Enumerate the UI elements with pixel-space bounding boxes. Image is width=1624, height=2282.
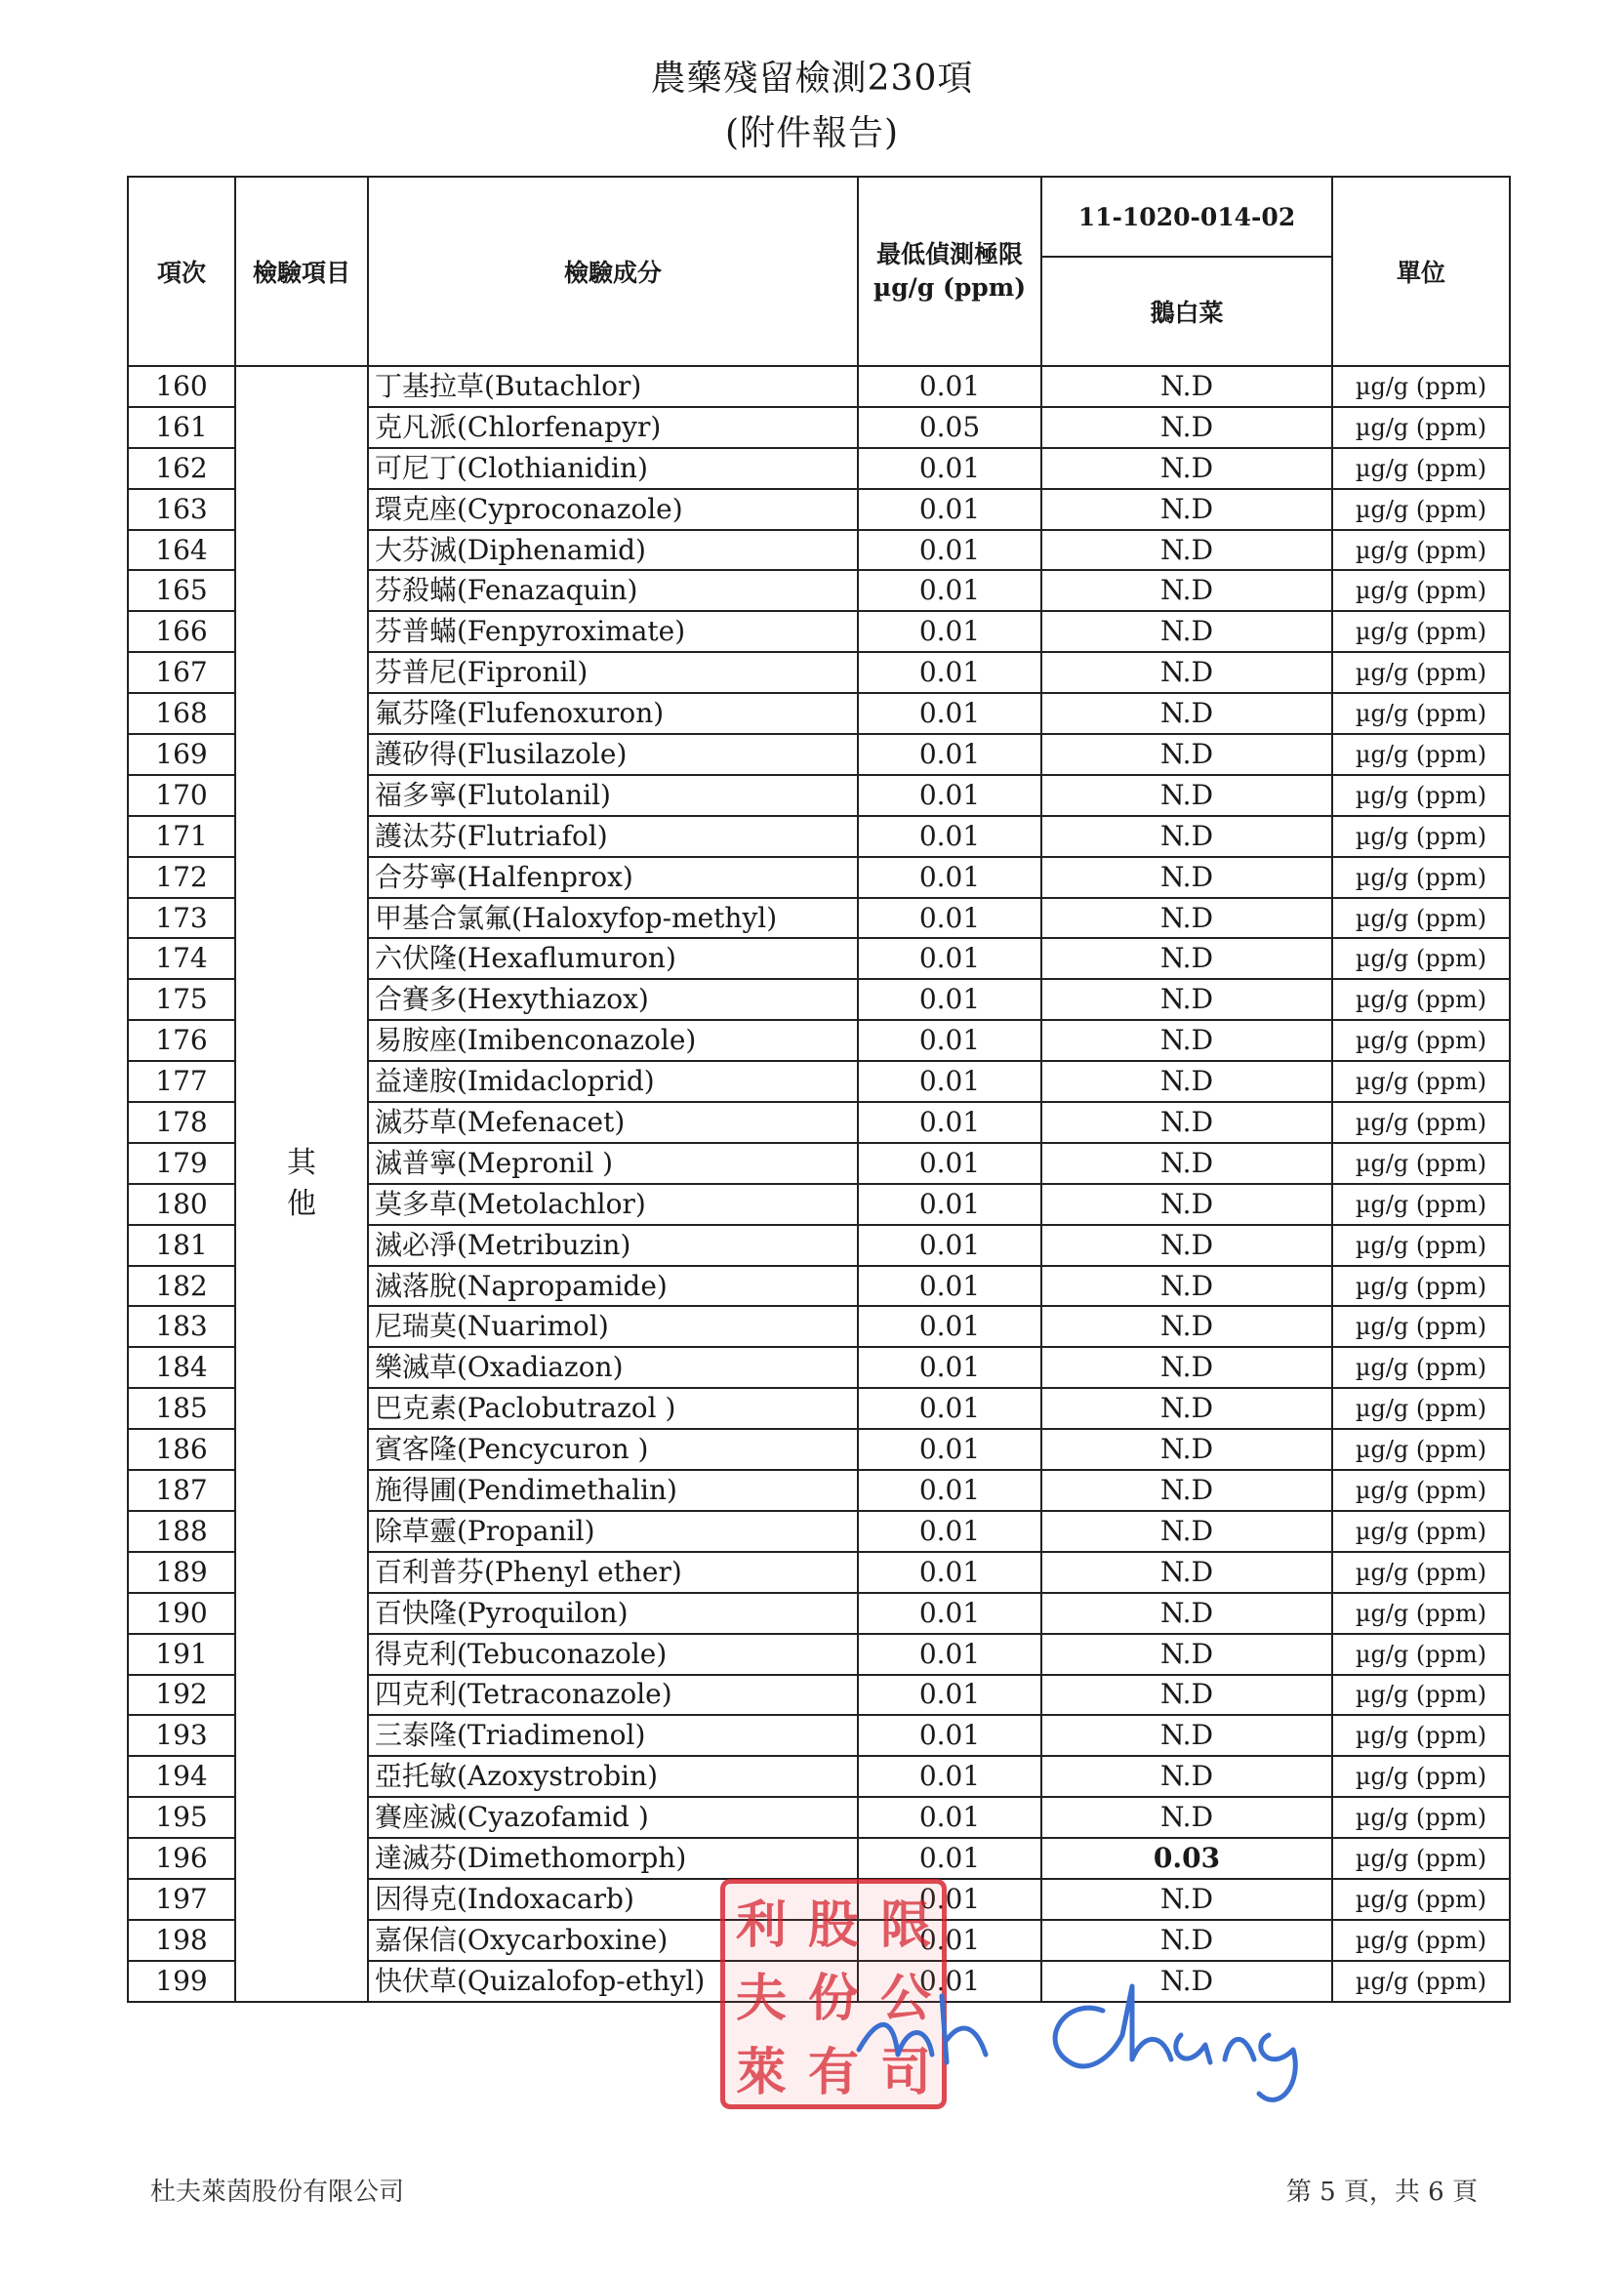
test-result: N.D (1041, 1266, 1332, 1307)
detection-limit: 0.01 (858, 1429, 1041, 1470)
detection-limit: 0.01 (858, 1184, 1041, 1225)
detection-limit: 0.01 (858, 857, 1041, 898)
detection-limit: 0.01 (858, 1715, 1041, 1756)
row-number: 170 (128, 775, 235, 816)
unit: µg/g (ppm) (1332, 1102, 1510, 1143)
unit: µg/g (ppm) (1332, 1061, 1510, 1102)
test-result: N.D (1041, 1920, 1332, 1961)
component-name: 嘉保信(Oxycarboxine) (368, 1920, 858, 1961)
unit: µg/g (ppm) (1332, 570, 1510, 611)
detection-limit: 0.01 (858, 1838, 1041, 1879)
seal-character: 份 (807, 1969, 859, 2029)
seal-character: 夫 (735, 1969, 787, 2029)
unit: µg/g (ppm) (1332, 734, 1510, 775)
unit: µg/g (ppm) (1332, 898, 1510, 939)
row-number: 194 (128, 1756, 235, 1797)
unit: µg/g (ppm) (1332, 1920, 1510, 1961)
header-lod-label: 最低偵測極限 (875, 240, 1023, 268)
detection-limit: 0.01 (858, 775, 1041, 816)
component-name: 得克利(Tebuconazole) (368, 1634, 858, 1675)
detection-limit: 0.01 (858, 693, 1041, 734)
unit: µg/g (ppm) (1332, 1675, 1510, 1716)
component-name: 三泰隆(Triadimenol) (368, 1715, 858, 1756)
test-result: N.D (1041, 898, 1332, 939)
detection-limit: 0.05 (858, 407, 1041, 448)
component-name: 六伏隆(Hexaflumuron) (368, 938, 858, 979)
test-result: N.D (1041, 775, 1332, 816)
unit: µg/g (ppm) (1332, 857, 1510, 898)
detection-limit: 0.01 (858, 1102, 1041, 1143)
detection-limit: 0.01 (858, 1675, 1041, 1716)
component-name: 亞托敏(Azoxystrobin) (368, 1756, 858, 1797)
component-name: 施得圃(Pendimethalin) (368, 1470, 858, 1511)
component-name: 因得克(Indoxacarb) (368, 1879, 858, 1920)
footer-company: 杜夫萊茵股份有限公司 (150, 2178, 405, 2207)
test-result: N.D (1041, 652, 1332, 693)
results-table (127, 176, 1511, 2003)
test-result: N.D (1041, 1797, 1332, 1838)
row-number: 195 (128, 1797, 235, 1838)
test-result: N.D (1041, 1020, 1332, 1061)
component-name: 滅普寧(Mepronil ) (368, 1143, 858, 1184)
test-result: N.D (1041, 611, 1332, 652)
row-number: 182 (128, 1266, 235, 1307)
row-number: 161 (128, 407, 235, 448)
header-sample-id: 11-1020-014-02 (1041, 177, 1332, 257)
unit: µg/g (ppm) (1332, 1756, 1510, 1797)
header-category: 檢驗項目 (235, 177, 368, 366)
test-result: N.D (1041, 1879, 1332, 1920)
unit: µg/g (ppm) (1332, 1552, 1510, 1593)
category-label: 其他 (287, 1145, 316, 1221)
detection-limit: 0.01 (858, 1225, 1041, 1266)
test-result: N.D (1041, 1184, 1332, 1225)
component-name: 百利普芬(Phenyl ether) (368, 1552, 858, 1593)
test-result: N.D (1041, 734, 1332, 775)
component-name: 除草靈(Propanil) (368, 1511, 858, 1552)
header-component: 檢驗成分 (368, 177, 858, 366)
component-name: 尼瑞莫(Nuarimol) (368, 1306, 858, 1347)
test-result: N.D (1041, 448, 1332, 489)
unit: µg/g (ppm) (1332, 979, 1510, 1020)
test-result: N.D (1041, 407, 1332, 448)
row-number: 197 (128, 1879, 235, 1920)
detection-limit: 0.01 (858, 1593, 1041, 1634)
component-name: 快伏草(Quizalofop-ethyl) (368, 1961, 858, 2002)
row-number: 184 (128, 1347, 235, 1388)
test-result: N.D (1041, 1756, 1332, 1797)
row-number: 174 (128, 938, 235, 979)
detection-limit: 0.01 (858, 1020, 1041, 1061)
row-number: 179 (128, 1143, 235, 1184)
test-result: N.D (1041, 1593, 1332, 1634)
row-number: 185 (128, 1388, 235, 1429)
unit: µg/g (ppm) (1332, 1511, 1510, 1552)
component-name: 環克座(Cyproconazole) (368, 489, 858, 530)
row-number: 186 (128, 1429, 235, 1470)
row-number: 180 (128, 1184, 235, 1225)
detection-limit: 0.01 (858, 1552, 1041, 1593)
unit: µg/g (ppm) (1332, 1388, 1510, 1429)
row-number: 173 (128, 898, 235, 939)
component-name: 樂滅草(Oxadiazon) (368, 1347, 858, 1388)
row-number: 160 (128, 366, 235, 407)
detection-limit: 0.01 (858, 1920, 1041, 1961)
unit: µg/g (ppm) (1332, 938, 1510, 979)
detection-limit: 0.01 (858, 1470, 1041, 1511)
detection-limit: 0.01 (858, 448, 1041, 489)
test-result: N.D (1041, 979, 1332, 1020)
unit: µg/g (ppm) (1332, 1429, 1510, 1470)
detection-limit: 0.01 (858, 816, 1041, 857)
detection-limit: 0.01 (858, 1061, 1041, 1102)
component-name: 甲基合氯氟(Haloxyfop-methyl) (368, 898, 858, 939)
component-name: 護汰芬(Flutriafol) (368, 816, 858, 857)
test-result: N.D (1041, 366, 1332, 407)
test-result: N.D (1041, 530, 1332, 571)
detection-limit: 0.01 (858, 1879, 1041, 1920)
component-name: 易胺座(Imibenconazole) (368, 1020, 858, 1061)
row-number: 191 (128, 1634, 235, 1675)
unit: µg/g (ppm) (1332, 1797, 1510, 1838)
test-result: N.D (1041, 938, 1332, 979)
unit: µg/g (ppm) (1332, 652, 1510, 693)
component-name: 福多寧(Flutolanil) (368, 775, 858, 816)
unit: µg/g (ppm) (1332, 489, 1510, 530)
detection-limit: 0.01 (858, 1306, 1041, 1347)
test-result: N.D (1041, 1306, 1332, 1347)
component-name: 合賽多(Hexythiazox) (368, 979, 858, 1020)
unit: µg/g (ppm) (1332, 1143, 1510, 1184)
row-number: 177 (128, 1061, 235, 1102)
seal-character: 有 (807, 2042, 859, 2102)
unit: µg/g (ppm) (1332, 1266, 1510, 1307)
test-result: N.D (1041, 816, 1332, 857)
unit: µg/g (ppm) (1332, 611, 1510, 652)
table-row (128, 366, 1510, 407)
test-result: N.D (1041, 857, 1332, 898)
component-name: 滅必淨(Metribuzin) (368, 1225, 858, 1266)
detection-limit: 0.01 (858, 1756, 1041, 1797)
test-result: N.D (1041, 1143, 1332, 1184)
detection-limit: 0.01 (858, 652, 1041, 693)
results-table-body (128, 366, 1510, 2002)
detection-limit: 0.01 (858, 1143, 1041, 1184)
seal-character: 司 (879, 2042, 931, 2102)
unit: µg/g (ppm) (1332, 1593, 1510, 1634)
row-number: 163 (128, 489, 235, 530)
component-name: 芬殺蟎(Fenazaquin) (368, 570, 858, 611)
row-number: 176 (128, 1020, 235, 1061)
test-result: N.D (1041, 1429, 1332, 1470)
component-name: 芬普尼(Fipronil) (368, 652, 858, 693)
row-number: 188 (128, 1511, 235, 1552)
detection-limit: 0.01 (858, 1961, 1041, 2002)
unit: µg/g (ppm) (1332, 1961, 1510, 2002)
test-result: N.D (1041, 1675, 1332, 1716)
row-number: 167 (128, 652, 235, 693)
test-result: N.D (1041, 1961, 1332, 2002)
unit: µg/g (ppm) (1332, 1184, 1510, 1225)
test-result: N.D (1041, 693, 1332, 734)
detection-limit: 0.01 (858, 1388, 1041, 1429)
row-number: 183 (128, 1306, 235, 1347)
detection-limit: 0.01 (858, 1634, 1041, 1675)
component-name: 大芬滅(Diphenamid) (368, 530, 858, 571)
unit: µg/g (ppm) (1332, 448, 1510, 489)
test-result: 0.03 (1041, 1838, 1332, 1879)
test-result: N.D (1041, 1470, 1332, 1511)
unit: µg/g (ppm) (1332, 1634, 1510, 1675)
row-number: 178 (128, 1102, 235, 1143)
seal-character: 萊 (735, 2042, 787, 2102)
unit: µg/g (ppm) (1332, 1838, 1510, 1879)
component-name: 賓客隆(Pencycuron ) (368, 1429, 858, 1470)
category-other (235, 366, 368, 2002)
component-name: 滅芬草(Mefenacet) (368, 1102, 858, 1143)
component-name: 四克利(Tetraconazole) (368, 1675, 858, 1716)
detection-limit: 0.01 (858, 489, 1041, 530)
detection-limit: 0.01 (858, 898, 1041, 939)
component-name: 合芬寧(Halfenprox) (368, 857, 858, 898)
test-result: N.D (1041, 1388, 1332, 1429)
detection-limit: 0.01 (858, 530, 1041, 571)
header-sample-name: 鵝白菜 (1041, 257, 1332, 366)
component-name: 達滅芬(Dimethomorph) (368, 1838, 858, 1879)
header-lod (858, 177, 1041, 366)
component-name: 可尼丁(Clothianidin) (368, 448, 858, 489)
seal-character: 股 (807, 1895, 859, 1956)
seal-character: 公 (879, 1969, 931, 2029)
header-no: 項次 (128, 177, 235, 366)
component-name: 丁基拉草(Butachlor) (368, 366, 858, 407)
row-number: 189 (128, 1552, 235, 1593)
row-number: 175 (128, 979, 235, 1020)
seal-character: 利 (735, 1895, 787, 1956)
detection-limit: 0.01 (858, 366, 1041, 407)
detection-limit: 0.01 (858, 1266, 1041, 1307)
test-result: N.D (1041, 1715, 1332, 1756)
row-number: 181 (128, 1225, 235, 1266)
test-result: N.D (1041, 1225, 1332, 1266)
component-name: 滅落脫(Napropamide) (368, 1266, 858, 1307)
test-result: N.D (1041, 1511, 1332, 1552)
test-result: N.D (1041, 1061, 1332, 1102)
footer-page-number: 第 5 頁，共 6 頁 (1285, 2178, 1478, 2207)
detection-limit: 0.01 (858, 938, 1041, 979)
detection-limit: 0.01 (858, 734, 1041, 775)
unit: µg/g (ppm) (1332, 1715, 1510, 1756)
component-name: 百快隆(Pyroquilon) (368, 1593, 858, 1634)
unit: µg/g (ppm) (1332, 1347, 1510, 1388)
unit: µg/g (ppm) (1332, 1879, 1510, 1920)
component-name: 芬普蟎(Fenpyroximate) (368, 611, 858, 652)
component-name: 莫多草(Metolachlor) (368, 1184, 858, 1225)
unit: µg/g (ppm) (1332, 816, 1510, 857)
row-number: 192 (128, 1675, 235, 1716)
detection-limit: 0.01 (858, 979, 1041, 1020)
component-name: 氟芬隆(Flufenoxuron) (368, 693, 858, 734)
row-number: 196 (128, 1838, 235, 1879)
detection-limit: 0.01 (858, 1797, 1041, 1838)
test-result: N.D (1041, 1102, 1332, 1143)
unit: µg/g (ppm) (1332, 1225, 1510, 1266)
unit: µg/g (ppm) (1332, 366, 1510, 407)
detection-limit: 0.01 (858, 1511, 1041, 1552)
detection-limit: 0.01 (858, 570, 1041, 611)
header-lod-unit: µg/g (ppm) (873, 273, 1027, 302)
component-name: 護矽得(Flusilazole) (368, 734, 858, 775)
test-result: N.D (1041, 489, 1332, 530)
row-number: 193 (128, 1715, 235, 1756)
row-number: 166 (128, 611, 235, 652)
row-number: 199 (128, 1961, 235, 2002)
test-result: N.D (1041, 570, 1332, 611)
unit: µg/g (ppm) (1332, 407, 1510, 448)
unit: µg/g (ppm) (1332, 693, 1510, 734)
unit: µg/g (ppm) (1332, 775, 1510, 816)
unit: µg/g (ppm) (1332, 1470, 1510, 1511)
row-number: 168 (128, 693, 235, 734)
unit: µg/g (ppm) (1332, 530, 1510, 571)
test-result: N.D (1041, 1552, 1332, 1593)
unit: µg/g (ppm) (1332, 1020, 1510, 1061)
row-number: 187 (128, 1470, 235, 1511)
header-unit: 單位 (1332, 177, 1510, 366)
row-number: 172 (128, 857, 235, 898)
component-name: 益達胺(Imidacloprid) (368, 1061, 858, 1102)
component-name: 克凡派(Chlorfenapyr) (368, 407, 858, 448)
signature (849, 1957, 1357, 2113)
detection-limit: 0.01 (858, 1347, 1041, 1388)
detection-limit: 0.01 (858, 611, 1041, 652)
row-number: 164 (128, 530, 235, 571)
row-number: 198 (128, 1920, 235, 1961)
row-number: 165 (128, 570, 235, 611)
component-name: 巴克素(Paclobutrazol ) (368, 1388, 858, 1429)
test-result: N.D (1041, 1634, 1332, 1675)
test-result: N.D (1041, 1347, 1332, 1388)
row-number: 169 (128, 734, 235, 775)
seal-character: 限 (879, 1895, 931, 1956)
component-name: 賽座滅(Cyazofamid ) (368, 1797, 858, 1838)
unit: µg/g (ppm) (1332, 1306, 1510, 1347)
report-subtitle: (附件報告) (724, 113, 900, 153)
row-number: 171 (128, 816, 235, 857)
row-number: 190 (128, 1593, 235, 1634)
row-number: 162 (128, 448, 235, 489)
report-title: 農藥殘留檢測230項 (650, 59, 974, 99)
